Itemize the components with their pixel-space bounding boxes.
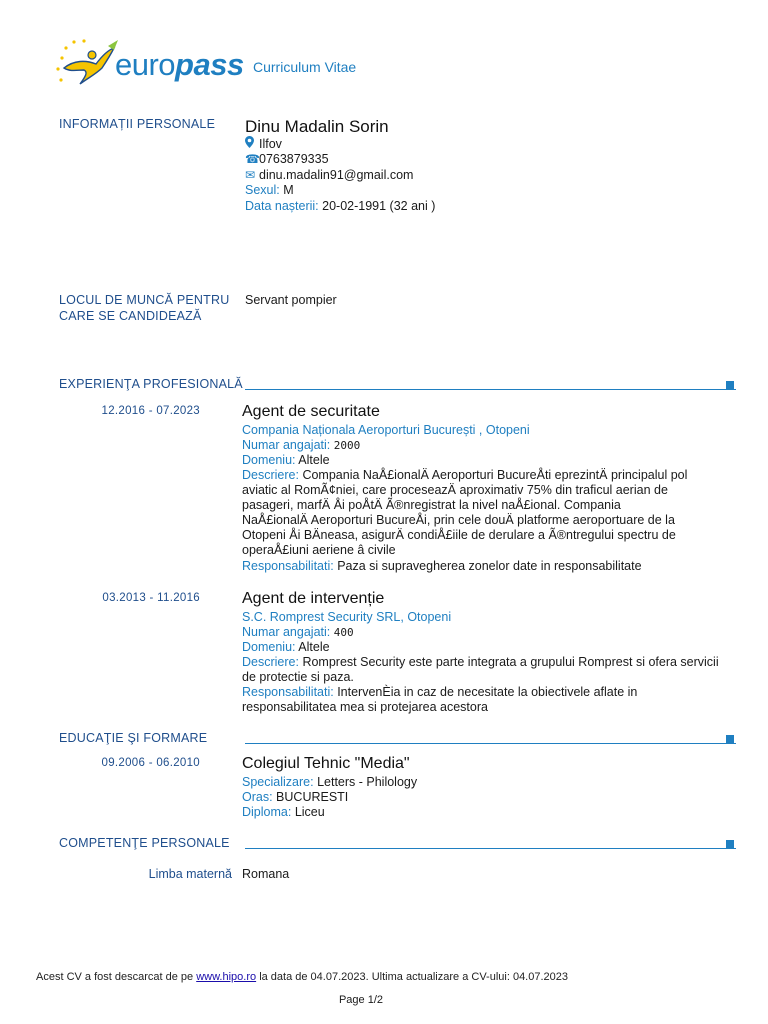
competences-label: COMPETENŢE PERSONALE bbox=[59, 836, 230, 850]
location-pin-icon bbox=[245, 136, 259, 151]
education-section-header bbox=[59, 731, 736, 747]
europass-figure-icon bbox=[52, 38, 122, 90]
sex-value: M bbox=[283, 183, 294, 197]
phone-value: 0763879335 bbox=[259, 152, 329, 166]
education-city: Oras: BUCURESTI bbox=[242, 790, 349, 804]
email-icon: ✉ bbox=[245, 168, 256, 182]
phone-icon: ☎ bbox=[245, 152, 260, 166]
experience-title: Agent de intervenție bbox=[242, 590, 385, 607]
competences-section-header bbox=[59, 836, 736, 852]
location-line bbox=[245, 136, 282, 151]
document-title: Curriculum Vitae bbox=[253, 59, 357, 75]
experience-company: S.C. Romprest Security SRL, Otopeni bbox=[242, 610, 452, 624]
experience-domain: Domeniu: Altele bbox=[242, 453, 330, 467]
section-square-icon bbox=[726, 381, 734, 389]
education-specialization: Specializare: Letters - Philology bbox=[242, 775, 418, 789]
experience-company: Compania Naționala Aeroporturi București , Otopeni bbox=[242, 423, 530, 437]
experience-employees: Numar angajati: 2000 bbox=[242, 438, 361, 452]
education-dates: 09.2006 - 06.2010 bbox=[101, 757, 200, 769]
experience-domain: Domeniu: Altele bbox=[242, 640, 330, 654]
personal-info-label: INFORMAȚII PERSONALE bbox=[59, 117, 216, 131]
phone-line bbox=[245, 152, 329, 166]
experience-responsibilities: Responsabilitati: Paza si supravegherea zonelor date in responsabilitate bbox=[242, 559, 642, 573]
job-applied-label: LOCUL DE MUNCĂ PENTRU CARE SE CANDIDEAZĂ bbox=[59, 293, 230, 323]
section-square-icon bbox=[726, 840, 734, 848]
experience-description: Descriere: Compania NaÅ£ionalÄ Aeroporturi BucureÅti eprezintÄ principalul pol aviatic al RomÃ¢niei, care proceseazÄ aproximativ 75% din traficul aerian de pasageri, marfÄ Åi poÅtÄ Ã®nregistrat la nivel naÅ£ional. Compania NaÅ£ionalÄ Aeroporturi BucureÅi, prin cele douÄ platforme aeroportuare de la Otopeni Åi BÄneasa, asigurÄ condiÅ£iile de derulare a Ã®ntregului spectru de operaÅ£iuni aeriene â civile bbox=[242, 468, 688, 557]
section-rule bbox=[245, 389, 736, 390]
experience-dates: 03.2013 - 11.2016 bbox=[102, 592, 200, 604]
email-value[interactable]: dinu.madalin91@gmail.com bbox=[259, 168, 414, 182]
birth-label: Data nașterii: bbox=[245, 199, 319, 213]
experience-label: EXPERIENŢA PROFESIONALĂ bbox=[59, 377, 243, 391]
education-title: Colegiul Tehnic "Media" bbox=[242, 755, 410, 772]
mother-tongue-value: Romana bbox=[242, 867, 290, 881]
europass-wordmark bbox=[115, 47, 244, 83]
job-applied-value: Servant pompier bbox=[245, 293, 337, 307]
experience-responsibilities: Responsabilitati: IntervenÈia in caz de necesitate la obiectivele aflate in responsabilitatea mea si protejarea acestora bbox=[242, 685, 638, 714]
email-line bbox=[245, 168, 413, 182]
experience-employees: Numar angajati: 400 bbox=[242, 625, 354, 639]
education-diploma: Diploma: Liceu bbox=[242, 805, 325, 819]
section-rule bbox=[245, 743, 736, 744]
page-number: Page 1/2 bbox=[338, 994, 384, 1006]
education-label: EDUCAŢIE ŞI FORMARE bbox=[59, 731, 208, 745]
sex-label: Sexul: bbox=[245, 183, 280, 197]
birth-value: 20-02-1991 (32 ani ) bbox=[322, 199, 436, 213]
experience-section-header bbox=[59, 377, 736, 393]
hipo-link[interactable]: www.hipo.ro bbox=[196, 971, 257, 983]
europass-logo bbox=[52, 38, 244, 90]
footer-note: Acest CV a fost descarcat de pe www.hipo.ro la data de 04.07.2023. Ultima actualizare a CV-ului: 04.07.2023 bbox=[36, 971, 569, 983]
location-value: Ilfov bbox=[259, 137, 282, 151]
experience-dates: 12.2016 - 07.2023 bbox=[101, 405, 200, 417]
logo-suffix: pass bbox=[175, 47, 244, 82]
logo-prefix: euro bbox=[115, 47, 176, 82]
section-square-icon bbox=[726, 735, 734, 743]
experience-description: Descriere: Romprest Security este parte integrata a grupului Romprest si ofera servicii de protectie si paza. bbox=[242, 655, 719, 684]
sex-line bbox=[245, 183, 294, 197]
experience-title: Agent de securitate bbox=[242, 403, 380, 420]
mother-tongue-label: Limba maternă bbox=[148, 867, 232, 881]
birth-line bbox=[245, 199, 435, 213]
section-rule bbox=[245, 848, 736, 849]
candidate-name: Dinu Madalin Sorin bbox=[245, 117, 389, 136]
